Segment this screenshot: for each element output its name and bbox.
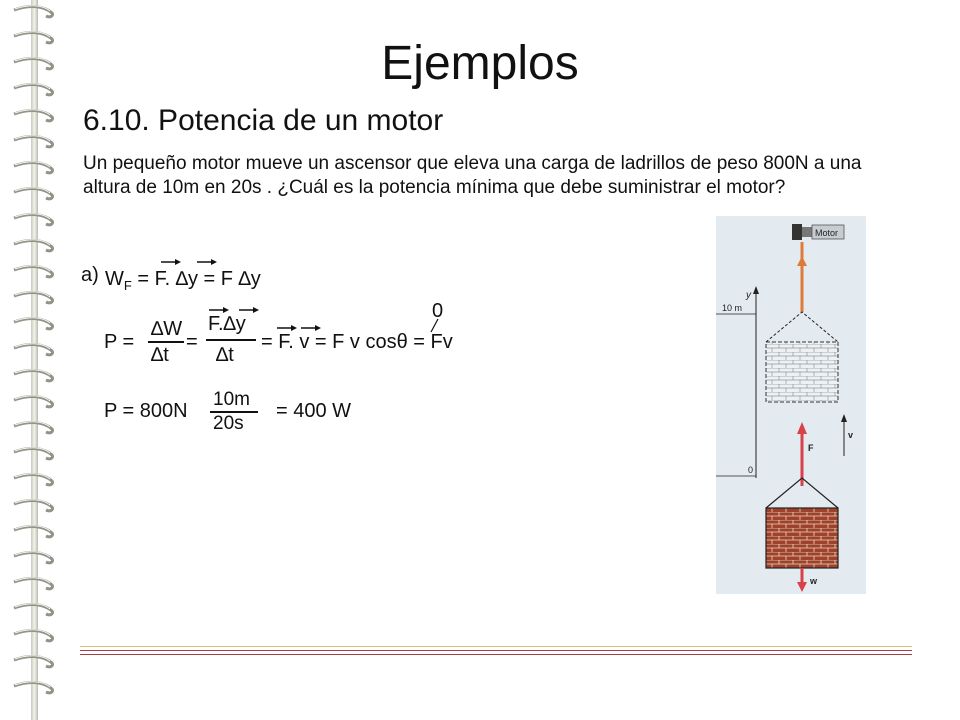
weight-label: w <box>810 576 818 586</box>
theta-zero: 0 <box>432 300 444 322</box>
divider-line-top <box>80 646 912 647</box>
vector-arrow-F3 <box>276 324 298 332</box>
work-equation <box>105 268 261 291</box>
work-subscript: F <box>123 278 132 293</box>
velocity-label: v <box>848 430 854 440</box>
frac1-numerator: ∆W <box>151 318 183 340</box>
bottom-label: 0 <box>748 465 754 475</box>
vector-arrow-dy <box>196 258 218 266</box>
vector-arrow-F2 <box>208 306 230 314</box>
vector-arrow-dy2 <box>238 306 260 314</box>
work-rhs: = F. ∆y = F ∆y <box>137 268 261 290</box>
y-axis-label: y <box>746 290 751 301</box>
part-label: a) <box>81 264 99 286</box>
work-lhs: W <box>105 268 124 290</box>
calc-denominator: 20s <box>213 413 244 434</box>
motor-label: Motor <box>815 228 839 238</box>
vector-arrow-v <box>300 324 322 332</box>
top-label: 10 m <box>722 303 743 313</box>
power-lhs: P = <box>104 331 135 353</box>
frac2-line <box>206 339 256 341</box>
slide-title: Ejemplos <box>381 37 579 90</box>
calc-result: = 400 W <box>276 400 352 422</box>
calc-lhs: P = 800N <box>104 400 188 422</box>
power-rhs: = F. v = F v cosθ = Fv <box>261 331 453 353</box>
vector-arrow-F <box>160 258 182 266</box>
problem-statement: Un pequeño motor mueve un ascensor que eleva una carga de ladrillos de peso 800N a una altura de 10m en 20s . ¿Cuál es la potencia mínima que debe suministrar el motor? <box>83 153 862 198</box>
arrow-to-theta <box>428 318 442 334</box>
frac2-denominator: ∆t <box>216 344 234 366</box>
force-label: F <box>808 443 814 453</box>
elevator-figure <box>716 216 866 594</box>
spiral-binding <box>0 0 70 720</box>
frac2-numerator: F.∆y <box>208 313 246 335</box>
frac1-denominator: ∆t <box>151 344 169 366</box>
divider-line-bottom <box>80 654 912 655</box>
divider-line-middle <box>80 650 912 651</box>
frac1-line <box>148 341 184 343</box>
equals-sign: = <box>186 331 198 353</box>
calc-numerator: 10m <box>213 389 250 410</box>
slide-subtitle: 6.10. Potencia de un motor <box>83 104 444 137</box>
